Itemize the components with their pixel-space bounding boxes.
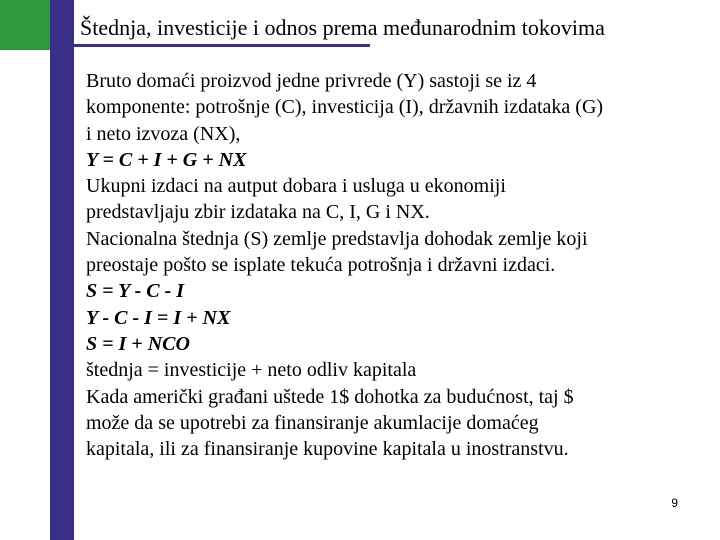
body-line: predstavljaju zbir izdataka na C, I, G i NX. xyxy=(86,201,430,224)
equation-gdp: Y = C + I + G + NX xyxy=(86,148,247,171)
body-line: preostaje pošto se isplate tekuća potrošnja i državni izdaci. xyxy=(86,254,556,277)
slide-title: Štednja, investicije i odnos prema međunarodnim tokovima xyxy=(80,15,605,40)
body-line: Nacionalna štednja (S) zemlje predstavlja dohodak zemlje koji xyxy=(86,227,588,250)
green-accent-block xyxy=(0,0,50,50)
page-number: 9 xyxy=(671,496,678,510)
body-line: štednja = investicije + neto odliv kapitala xyxy=(86,359,417,382)
purple-accent-stripe xyxy=(50,0,74,540)
equation-savings: S = Y - C - I xyxy=(86,280,185,303)
body-line: može da se upotrebi za finansiranje akumlacije domaćeg xyxy=(86,411,539,434)
equation-identity: Y - C - I = I + NX xyxy=(86,306,231,329)
body-line: Kada američki građani uštede 1$ dohotka za budućnost, taj $ xyxy=(86,385,574,408)
body-line: kapitala, ili za finansiranje kupovine kapitala u inostranstvu. xyxy=(86,438,569,461)
slide-body xyxy=(86,68,714,462)
body-line: i neto izvoza (NX), xyxy=(86,122,241,145)
equation-nco: S = I + NCO xyxy=(86,332,190,355)
body-line: Bruto domaći proizvod jedne privrede (Y) sastoji se iz 4 xyxy=(86,70,537,92)
left-margin xyxy=(0,0,50,540)
body-line: Ukupni izdaci na autput dobara i usluga u ekonomiji xyxy=(86,175,506,198)
title-underline xyxy=(50,44,370,47)
body-line: komponente: potrošnje (C), investicija (I), državnih izdataka (G) xyxy=(86,96,604,119)
